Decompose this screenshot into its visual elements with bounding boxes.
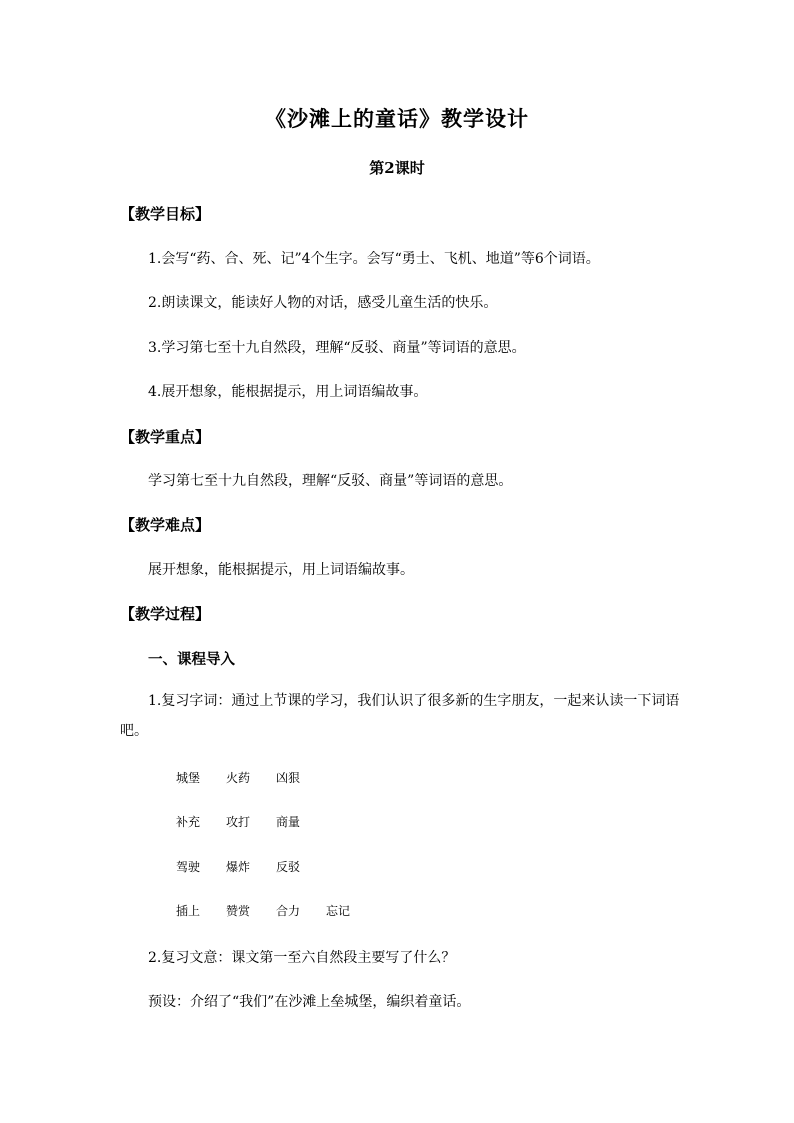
word-row (176, 769, 326, 786)
vocab-word: 商量 (276, 815, 301, 829)
objective-item: 4.展开想象，能根据提示，用上词语编故事。 (148, 384, 428, 400)
objectives-heading: 【教学目标】 (120, 205, 211, 223)
vocab-word: 火药 (226, 771, 251, 785)
preset-answer: 预设：介绍了“我们”在沙滩上垒城堡，编织着童话。 (148, 994, 471, 1010)
objective-item: 3.学习第七至十九自然段，理解“反驳、商量”等词语的意思。 (148, 340, 526, 356)
vocab-word: 补充 (176, 815, 201, 829)
review-words-step: 1.复习字词：通过上节课的学习，我们认识了很多新的生字朋友，一起来认读一下词语吧。 (120, 693, 680, 739)
objective-item: 2.朗读课文，能读好人物的对话，感受儿童生活的快乐。 (148, 295, 498, 311)
word-row (176, 902, 376, 919)
vocab-word: 爆炸 (226, 860, 251, 874)
review-meaning-step: 2.复习文意：课文第一至六自然段主要写了什么？ (148, 950, 456, 966)
difficulties-text: 展开想象，能根据提示，用上词语编故事。 (148, 562, 414, 578)
difficulties-heading: 【教学难点】 (120, 516, 211, 534)
vocab-word: 驾驶 (176, 860, 201, 874)
vocab-word: 凶狠 (276, 771, 301, 785)
document-title: 《沙滩上的童话》教学设计 (265, 106, 529, 131)
vocab-word: 赞赏 (226, 904, 251, 918)
objective-item: 1.会写“药、合、死、记”4个生字。会写“勇士、飞机、地道”等6个词语。 (148, 251, 600, 267)
word-row (176, 813, 326, 830)
key-points-text: 学习第七至十九自然段，理解“反驳、商量”等词语的意思。 (148, 473, 513, 489)
vocab-word: 城堡 (176, 771, 201, 785)
vocab-word: 插上 (176, 904, 201, 918)
vocab-word: 攻打 (226, 815, 251, 829)
vocab-word: 合力 (276, 904, 301, 918)
key-points-heading: 【教学重点】 (120, 428, 211, 446)
section-course-intro: 一、课程导入 (148, 651, 235, 668)
process-heading: 【教学过程】 (120, 605, 211, 623)
vocab-word: 反驳 (276, 860, 301, 874)
word-row (176, 858, 326, 875)
vocab-word: 忘记 (326, 904, 351, 918)
lesson-subtitle: 第2课时 (369, 159, 425, 177)
